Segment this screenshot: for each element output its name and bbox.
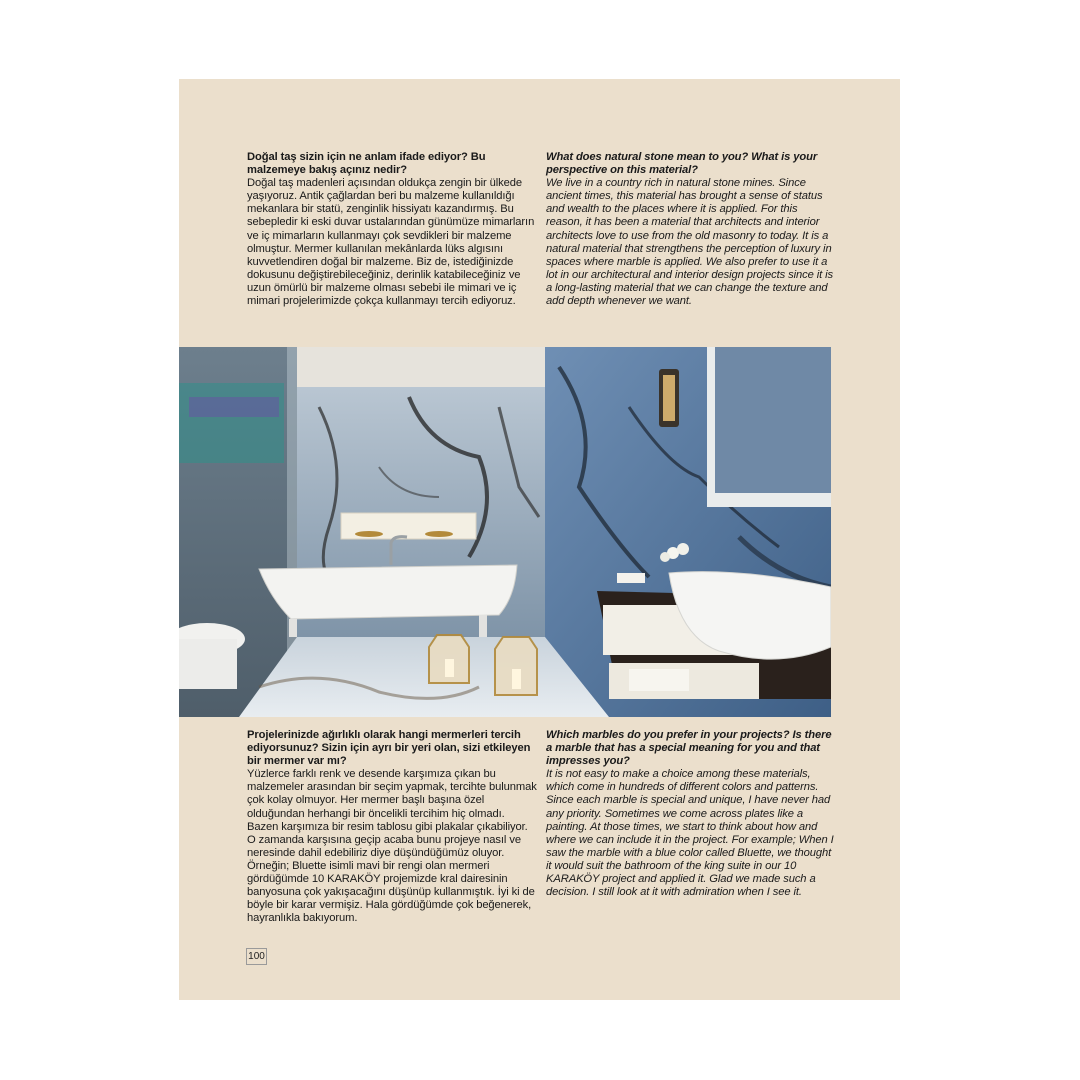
en-section-bottom	[546, 729, 836, 899]
en-question-top: What does natural stone mean to you? What is your perspective on this material?	[546, 151, 818, 177]
en-section-top	[546, 151, 836, 308]
en-answer-bottom: It is not easy to make a choice among these materials, which come in hundreds of different colors and patterns. Since each marble is special and unique, I have never had any priority. Sometimes we come across plates like a painting. At those times, we start to think about how and where we can include it in the project. For example; When I saw the marble with a blue color called Bluette, we thought it would suit the bathroom of the king suite in our 10 KARAKÖY project and applied it. Glad we made such a decision. I still look at it with admiration when I see it.	[546, 768, 834, 899]
tr-answer-bottom: Yüzlerce farklı renk ve desende karşımıza çıkan bu malzemeler arasından bir seçim yapmak, tercihte bulunmak çok kolay olmuyor. Her mermer başlı başına özel olduğundan herhangi bir öncelikli tercihim hiç olmadı. Bazen karşımıza bir resim tablosu gibi plakalar çıkabiliyor. O zamanda karşısına geçip acaba bunu projeye nasıl ve neresinde dahil edebiliriz diye düşündüğümüz oluyor. Örneğin; Bluette isimli mavi bir rengi olan mermeri gördüğümde 10 KARAKÖY projemizde kral dairesinin banyosuna çok yakışacağını düşünüp kullanmıştık. İyi ki de böyle bir karar vermişiz. Hala gördüğümde çok beğenerek, hayranlıkla bakıyorum.	[247, 768, 537, 925]
en-question-bottom: Which marbles do you prefer in your projects? Is there a marble that has a special meaning for you and that impresses you?	[546, 729, 832, 768]
tr-question-top: Doğal taş sizin için ne anlam ifade ediyor? Bu malzemeye bakış açınız nedir?	[247, 151, 486, 177]
en-answer-top: We live in a country rich in natural stone mines. Since ancient times, this material has brought a sense of status and wealth to the places where it is applied. For this reason, it has been a material that architects and interior architects love to use from the old masonry to today. It is a natural material that strengthens the perception of luxury in spaces where marble is applied. We also prefer to use it a lot in our architectural and interior design projects since it is a long-lasting material that we can change the texture and add depth whenever we want.	[546, 177, 834, 308]
tr-section-top	[247, 151, 537, 308]
tr-answer-top: Doğal taş madenleri açısından oldukça zengin bir ülkede yaşıyoruz. Antik çağlardan beri bu malzeme kullanıldığı mekanlara bir statü, zenginlik hissiyatı kazandırmış. Bu sebepledir ki eski duvar ustalarından günümüze mimarların ve iç mimarların kullanmayı çok sevdikleri bir malzeme olmuştur. Mermer kullanılan mekânlarda lüks algısını kuvvetlendiren doğal bir malzeme. Biz de, istediğinizde dokusunu değiştirebileceğiniz, derinlik katabileceğiniz ve uzun ömürlü bir malzeme olması sebebi ile mimari ve iç mimari projelerimizde çokça kullanmayı tercih ediyoruz.	[247, 177, 535, 308]
bathroom-photo	[179, 347, 831, 717]
tr-section-bottom	[247, 729, 537, 925]
magazine-page	[179, 79, 900, 1000]
page-number: 100	[246, 948, 267, 965]
tr-question-bottom: Projelerinizde ağırlıklı olarak hangi mermerleri tercih ediyorsunuz? Sizin için ayrı bir yeri olan, sizi etkileyen bir mermer var mı?	[247, 729, 531, 768]
